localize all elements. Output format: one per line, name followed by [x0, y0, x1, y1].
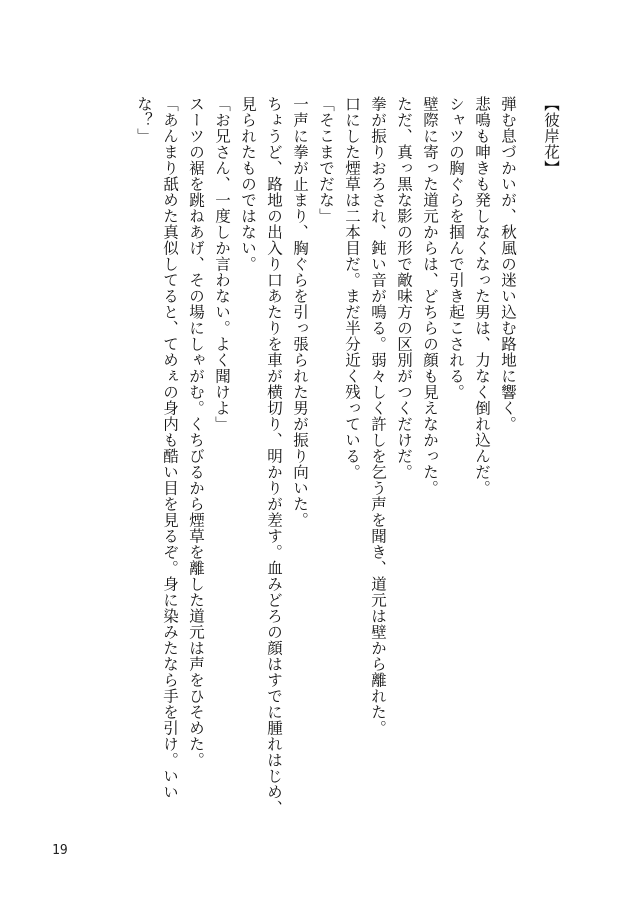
text-line-7: 口にした煙草は二本目だ。まだ半分近く残っている。 — [343, 96, 361, 480]
text-line-3: シャツの胸ぐらを掴んで引き起こされる。 — [447, 96, 465, 400]
text-line-5: ただ、真っ黒な影の形で敵味方の区別がつくだけだ。 — [395, 96, 413, 480]
text-line-4: 壁際に寄った道元からは、どちらの顔も見えなかった。 — [421, 96, 439, 496]
text-line-8: 「そこまでだな」 — [317, 96, 335, 224]
text-line-2: 悲鳴も呻きも発しなくなった男は、力なく倒れ込んだ。 — [473, 96, 491, 496]
text-line-1: 弾む息づかいが、秋風の迷い込む路地に響く。 — [499, 96, 517, 432]
text-line-12: 「お兄さん、一度しか言わない。よく聞けよ」 — [213, 96, 231, 432]
text-line-13: スーツの裾を跳ねあげ、その場にしゃがむ。くちびるから煙草を離した道元は声をひそめた。 — [187, 96, 205, 768]
page-number: 19 — [52, 843, 68, 858]
text-line-14: 「あんまり舐めた真似してると、てめぇの身内も酷い目を見るぞ。身に染みたなら手を引け。いい — [161, 96, 179, 800]
text-line-10: ちょうど、路地の出入り口あたりを車が横切り、明かりが差す。血みどろの顔はすでに腫れはじめ、 — [265, 96, 283, 816]
section-heading: 【彼岸花】 — [542, 96, 560, 176]
text-line-11: 見られたものではない。 — [239, 96, 257, 272]
text-line-6: 拳が振りおろされ、鈍い音が鳴る。弱々しく許しを乞う声を聞き、道元は壁から離れた。 — [369, 96, 387, 736]
text-line-9: 一声に拳が止まり、胸ぐらを引っ張られた男が振り向いた。 — [291, 96, 309, 528]
text-line-15: な？」 — [135, 96, 153, 144]
vertical-text-block — [131, 96, 564, 816]
